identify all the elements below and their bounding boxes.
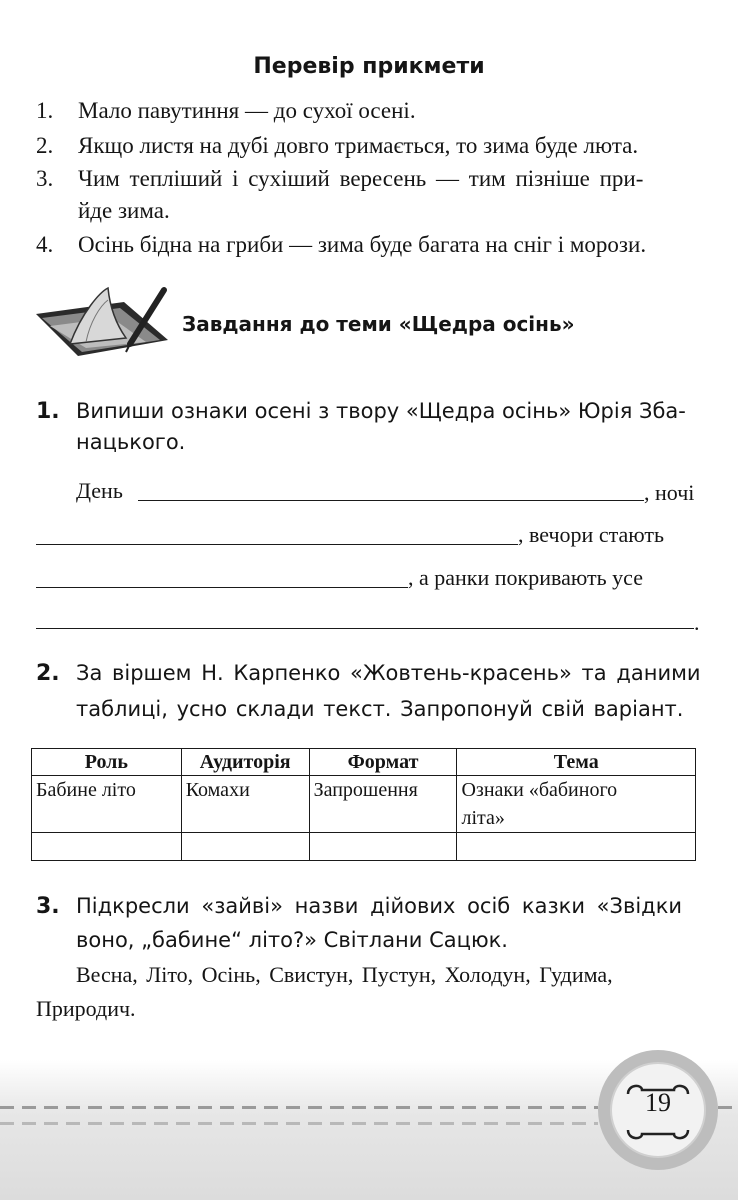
fill-label-night: , ночі	[644, 480, 695, 505]
omen-text: Мало павутиння — до сухої осені.	[78, 98, 416, 123]
footer-dashes	[0, 1106, 598, 1109]
omen-item	[36, 98, 416, 124]
omen-item	[36, 166, 643, 192]
open-book-pen-icon	[30, 282, 174, 372]
fill-end-period: .	[694, 610, 700, 635]
omen-number: 2.	[36, 133, 54, 158]
omen-item	[36, 232, 646, 258]
table-cell-empty[interactable]	[181, 833, 309, 861]
table-row	[32, 776, 696, 833]
table-cell-empty[interactable]	[309, 833, 457, 861]
task-2-text-line2: таблиці, усно склади текст. Запропонуй свій варіант.	[76, 697, 684, 721]
answer-line[interactable]	[36, 628, 694, 629]
omen-number: 3.	[36, 166, 54, 191]
answer-line[interactable]	[36, 587, 408, 588]
table-header-row	[32, 749, 696, 776]
task-number: 1.	[36, 399, 60, 424]
task-1-text-line1: Випиши ознаки осені з твору «Щедра осінь» Юрія Зба-	[76, 399, 686, 423]
character-names-line2: Природич.	[36, 996, 136, 1021]
omen-number: 4.	[36, 232, 54, 257]
section-title: Завдання до теми «Щедра осінь»	[182, 312, 575, 336]
character-names-line1: Весна, Літо, Осінь, Свистун, Пустун, Холодун, Гудима,	[76, 962, 613, 987]
task-2-prompt	[36, 655, 701, 692]
fill-label-mornings: , а ранки покривають усе	[408, 565, 643, 590]
task-number: 2.	[36, 661, 60, 686]
footer-dashes	[0, 1122, 598, 1125]
fill-label-evenings: , вечори стають	[518, 522, 665, 547]
table-row	[32, 833, 696, 861]
table-cell-line: Ознаки «бабиного	[461, 779, 618, 801]
task-1-prompt	[36, 393, 686, 430]
table-cell: Бабине літо	[32, 776, 182, 833]
table-cell-empty[interactable]	[32, 833, 182, 861]
omen-text: Осінь бідна на гриби — зима буде багата на сніг і морози.	[78, 232, 647, 257]
footer-dashes	[718, 1106, 738, 1109]
page-number: 19	[645, 1088, 671, 1117]
omen-text: Чим тепліший і сухіший вересень — тим пізніше при-	[78, 166, 644, 191]
omen-item	[36, 133, 638, 159]
omen-text: Якщо листя на дубі довго тримається, то зима буде люта.	[78, 133, 639, 158]
answer-line[interactable]	[36, 544, 518, 545]
task-3-text-line2: воно, „бабине“ літо?» Світлани Сацюк.	[76, 928, 508, 952]
omens-title: Перевір прикмети	[253, 54, 485, 79]
task-1-text-line2: нацького.	[76, 430, 186, 454]
task-3-prompt	[36, 888, 682, 925]
table-header: Тема	[457, 749, 696, 776]
table-cell: Запрошення	[309, 776, 457, 833]
omen-text-continuation: йде зима.	[78, 198, 170, 223]
table-header: Аудиторія	[181, 749, 309, 776]
table-header: Формат	[309, 749, 457, 776]
table-header: Роль	[32, 749, 182, 776]
table-cell-line: літа»	[461, 807, 505, 829]
task-number: 3.	[36, 894, 60, 919]
table-cell-empty[interactable]	[457, 833, 696, 861]
task-2-table	[31, 748, 696, 861]
task-2-text-line1: За віршем Н. Карпенко «Жовтень-красень» та даними	[76, 661, 701, 685]
table-cell	[457, 776, 696, 833]
table-cell: Комахи	[181, 776, 309, 833]
answer-line[interactable]	[138, 500, 644, 501]
fill-label-day: День	[76, 478, 123, 503]
task-3-text-line1: Підкресли «зайві» назви дійових осіб казки «Звідки	[76, 894, 683, 918]
omen-number: 1.	[36, 98, 54, 123]
